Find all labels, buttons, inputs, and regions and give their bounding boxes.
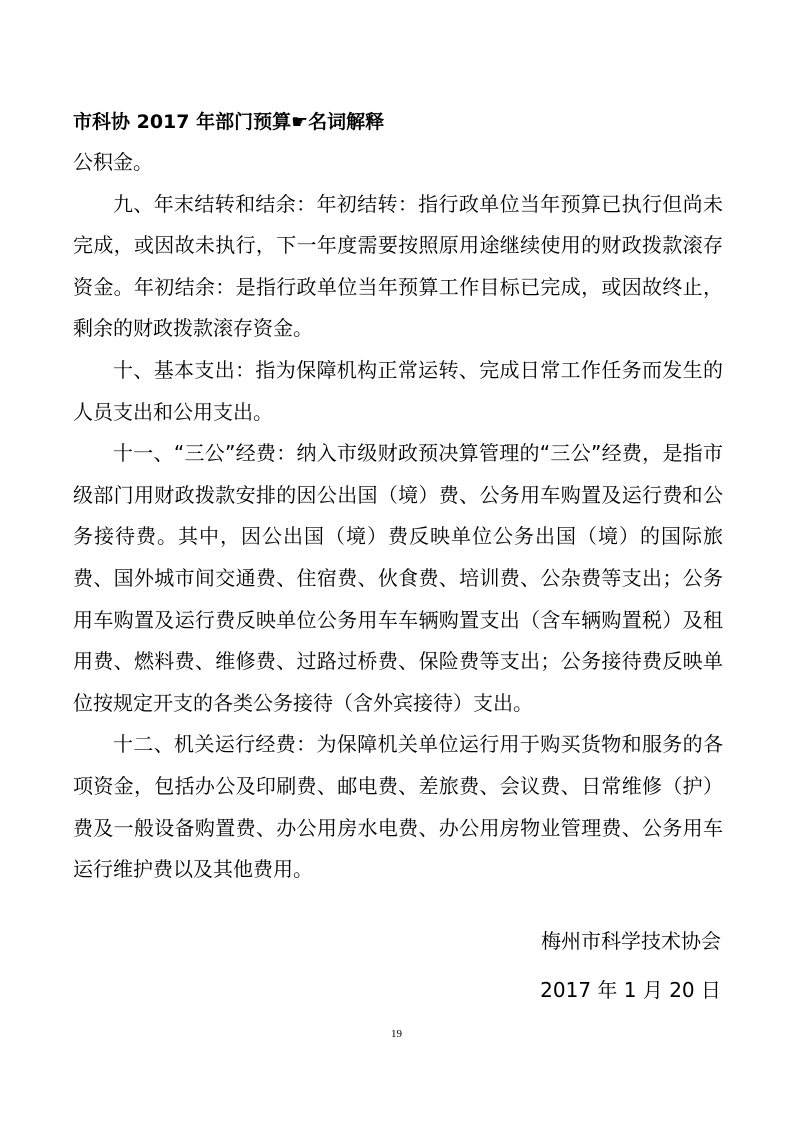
paragraph-ten: 十、基本支出：指为保障机构正常运转、完成日常工作任务而发生的人员支出和公用支出。 xyxy=(73,357,723,424)
paragraph-twelve: 十二、机关运行经费：为保障机关单位运行用于购买货物和服务的各项资金，包括办公及印刷费、邮电费、差旅费、会议费、日常维修（护）费及一般设备购置费、办公用房水电费、办公用房物业管理费、公务用车运行维护费以及其他费用。 xyxy=(73,732,723,882)
signature-date: 2017 年 1 月 20 日 xyxy=(540,978,721,1002)
document-title: 市科协 2017 年部门预算☛名词解释 xyxy=(73,111,385,133)
page-number: 19 xyxy=(391,1028,402,1040)
paragraph-nine: 九、年末结转和结余：年初结转：指行政单位当年预算已执行但尚未完成，或因故未执行，下一年度需要按照原用途继续使用的财政拨款滚存资金。年初结余：是指行政单位当年预算工作目标已完成，或因故终止，剩余的财政拨款滚存资金。 xyxy=(73,191,723,341)
paragraph-continuation: 公积金。 xyxy=(73,150,153,174)
document-body xyxy=(73,142,723,891)
paragraph-eleven: 十一、“三公”经费：纳入市级财政预决算管理的“三公”经费，是指市级部门用财政拨款安排的因公出国（境）费、公务用车购置及运行费和公务接待费。其中，因公出国（境）费反映单位公务出国（境）的国际旅费、国外城市间交通费、住宿费、伙食费、培训费、公杂费等支出；公务用车购置及运行费反映单位公务用车车辆购置支出（含车辆购置税）及租用费、燃料费、维修费、过路过桥费、保险费等支出；公务接待费反映单位按规定开支的各类公务接待（含外宾接待）支出。 xyxy=(73,441,723,715)
signature-organization: 梅州市科学技术协会 xyxy=(541,929,721,953)
